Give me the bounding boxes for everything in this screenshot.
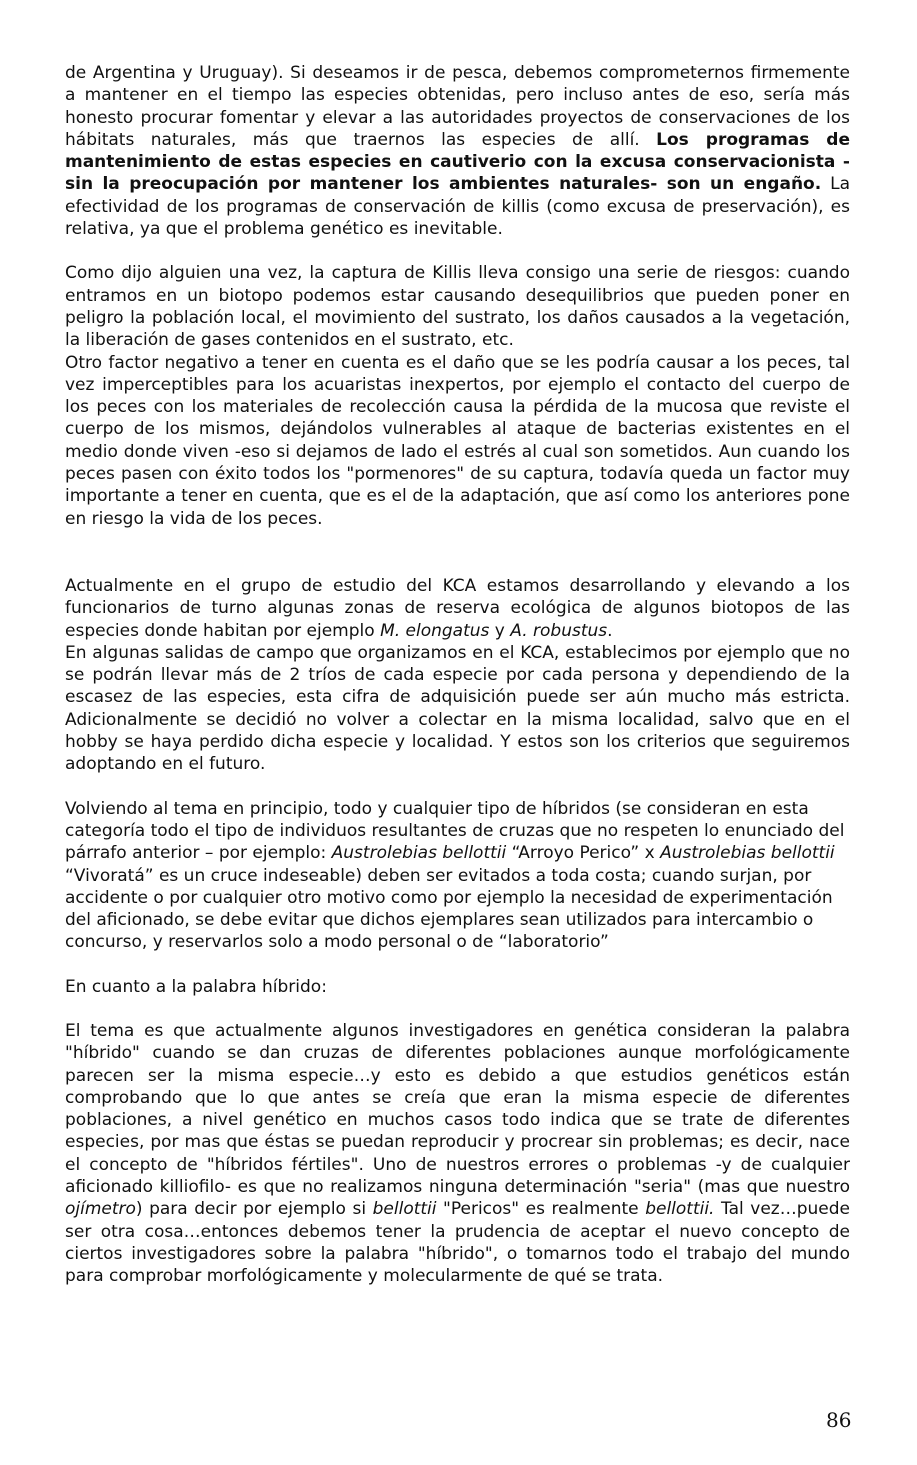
paragraph-fish-damage: Otro factor negativo a tener en cuenta es el daño que se les podría causar a los peces, tal vez imperceptibles para los acuaristas inexpertos, por ejemplo el contacto del cuerpo de los peces con los materiales de recolección causa la pérdida de la mucosa que reviste el cuerpo de los mismos, dejándolos vulnerables al ataque de bacterias existentes en el medio donde viven -eso si dejamos de lado el estrés al cual son sometidos. Aun cuando los peces pasen con éxito todos los "pormenores" de su captura, todavía queda un factor muy importante a tener en cuenta, que es el de la adaptación, que así como los anteriores pone en riesgo la vida de los peces. xyxy=(65,352,850,529)
document-page xyxy=(65,62,850,1288)
paragraph-conservation xyxy=(65,62,850,240)
text-run: . xyxy=(607,620,613,641)
paragraph-genetics xyxy=(65,1020,850,1288)
species-name: bellottii xyxy=(372,1199,437,1220)
text-run: Actualmente en el grupo de estudio del KCA estamos desarrollando y elevando a los funcionarios de turno algunas zonas de reserva ecológica de algunos biotopos de las especies donde habitan por ejemplo xyxy=(65,575,850,641)
text-run: Tal vez…puede ser otra cosa…entonces debemos tener la prudencia de aceptar el nuevo concepto de ciertos investigadores sobre la palabra "híbrido", o tomarnos todo el trabajo del mundo para comprobar morfológicamente y molecularmente de qué se trata. xyxy=(65,1199,850,1287)
paragraph-hybrids xyxy=(65,798,850,954)
text-run: ) para decir por ejemplo si xyxy=(135,1199,373,1220)
species-name: A. robustus xyxy=(510,620,608,641)
page-number: 86 xyxy=(826,1408,852,1432)
paragraph-reserves xyxy=(65,575,850,642)
text-run: y xyxy=(489,620,511,641)
species-name: Austrolebias bellottii xyxy=(331,843,507,864)
text-run: La efectividad de los programas de conservación de killis (como excusa de preservación), es relativa, ya que el problema genético es inevitable. xyxy=(65,174,850,240)
text-run: "Pericos" es realmente xyxy=(436,1199,646,1220)
paragraph-field-trips: En algunas salidas de campo que organizamos en el KCA, establecimos por ejemplo que no se podrán llevar más de 2 tríos de cada especie por cada persona y dependiendo de la escasez de las especies, esta cifra de adquisición puede ser aún mucho más estricta. Adicionalmente se decidió no volver a colectar en la misma localidad, salvo que en el hobby se haya perdido dicha especie y localidad. Y estos son los criterios que seguiremos adoptando en el futuro. xyxy=(65,642,850,775)
text-run: El tema es que actualmente algunos investigadores en genética consideran la palabra "híbrido" cuando se dan cruzas de diferentes poblaciones aunque morfológicamente parecen ser la misma especie…y esto es debido a que estudios genéticos están comprobando que lo que antes se creía que eran la misma especie de diferentes poblaciones, a nivel genético en muchos casos todo indica que se trate de diferentes especies, por mas que éstas se puedan reproducir y procrear sin problemas; es decir, nace el concepto de "híbridos fértiles". Uno de nuestros errores o problemas -y de cualquier aficionado killiofilo- es que no realizamos ninguna determinación "seria" (mas que nuestro xyxy=(65,1020,850,1198)
species-name: Austrolebias bellottii xyxy=(660,843,835,864)
text-run: Volviendo al tema en principio, todo y cualquier tipo de híbridos (se consideran en esta categoría todo el tipo de individuos resultantes de cruzas que no respeten lo enunciado del párrafo anterior – por ejemplo: xyxy=(65,798,845,864)
italic-term: ojímetro xyxy=(65,1199,136,1220)
paragraph-capture-risks: Como dijo alguien una vez, la captura de Killis lleva consigo una serie de riesgos: cuando entramos en un biotopo podemos estar causando desequilibrios que pueden poner en peligro la población local, el movimiento del sustrato, los daños causados a la vegetación, la liberación de gases contenidos en el sustrato, etc. xyxy=(65,263,850,351)
text-run: “Arroyo Perico” x xyxy=(506,843,661,864)
text-run: “Vivoratá” es un cruce indeseable) deben ser evitados a toda costa; cuando surjan, por accidente o por cualquier otro motivo como por ejemplo la necesidad de experimentación del aficionado, se debe evitar que dichos ejemplares sean utilizados para intercambio o concurso, y reservarlos solo a modo personal o de “laboratorio” xyxy=(65,865,833,953)
paragraph-hybrid-word: En cuanto a la palabra híbrido: xyxy=(65,976,327,997)
species-name: bellottii. xyxy=(645,1199,715,1220)
text-run: de Argentina y Uruguay). Si deseamos ir de pesca, debemos comprometernos firmemente a mantener en el tiempo las especies obtenidas, pero incluso antes de eso, sería más honesto procurar fomentar y elevar a las autoridades proyectos de conservaciones de los hábitats naturales, más que traernos las especies de allí. xyxy=(65,63,850,150)
bold-statement: Los programas de mantenimiento de estas especies en cautiverio con la excusa conservacionista -sin la preocupación por mantener los ambientes naturales- son un engaño. xyxy=(65,129,850,195)
species-name: M. elongatus xyxy=(380,620,490,641)
